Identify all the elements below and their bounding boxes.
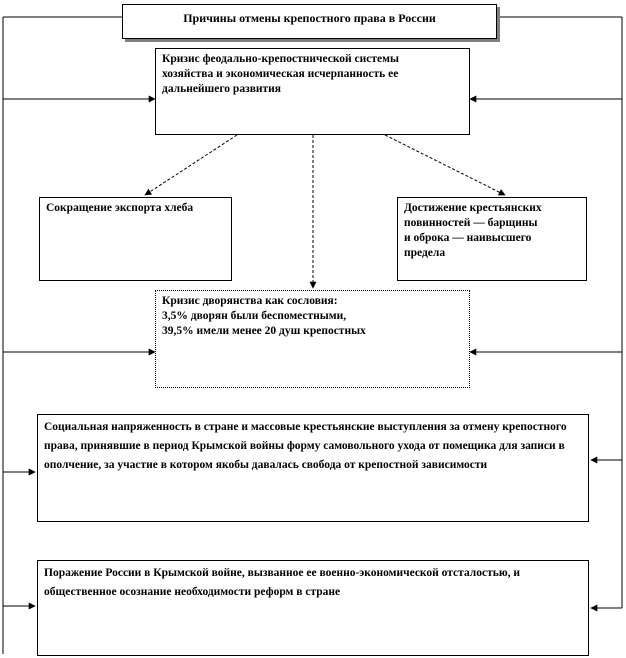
- nobility-crisis-box: Кризис дворянства как сословия: 3,5% дворян были беспоместными, 39,5% имели менее 20 душ крепостных: [155, 290, 470, 388]
- crimean-defeat-box: Поражение России в Крымской войне, вызванное ее военно-экономической отсталостью, и общественное осознание необходимости реформ в стране: [37, 560, 589, 656]
- grain-export-box: Сокращение экспорта хлеба: [39, 197, 232, 281]
- crisis-system-box: Кризис феодально-крепостнической системы хозяйства и экономическая исчерпанность ее дальнейшего развития: [155, 48, 470, 135]
- social-tension-box: Социальная напряженность в стране и массовые крестьянские выступления за отмену крепостного права, принявшие в период Крымской войны форму самовольного ухода от помещика для записи в ополчение, за участие в котором якобы давалась свобода от крепостной зависимости: [37, 414, 589, 522]
- arrow-crisis-to-duties: [385, 135, 505, 195]
- diagram-title: Причины отмены крепостного права в России: [122, 4, 497, 39]
- peasant-duties-box: Достижение крестьянских повинностей — барщины и оброка — наивысшего предела: [397, 197, 587, 281]
- arrow-crisis-to-export: [145, 135, 237, 195]
